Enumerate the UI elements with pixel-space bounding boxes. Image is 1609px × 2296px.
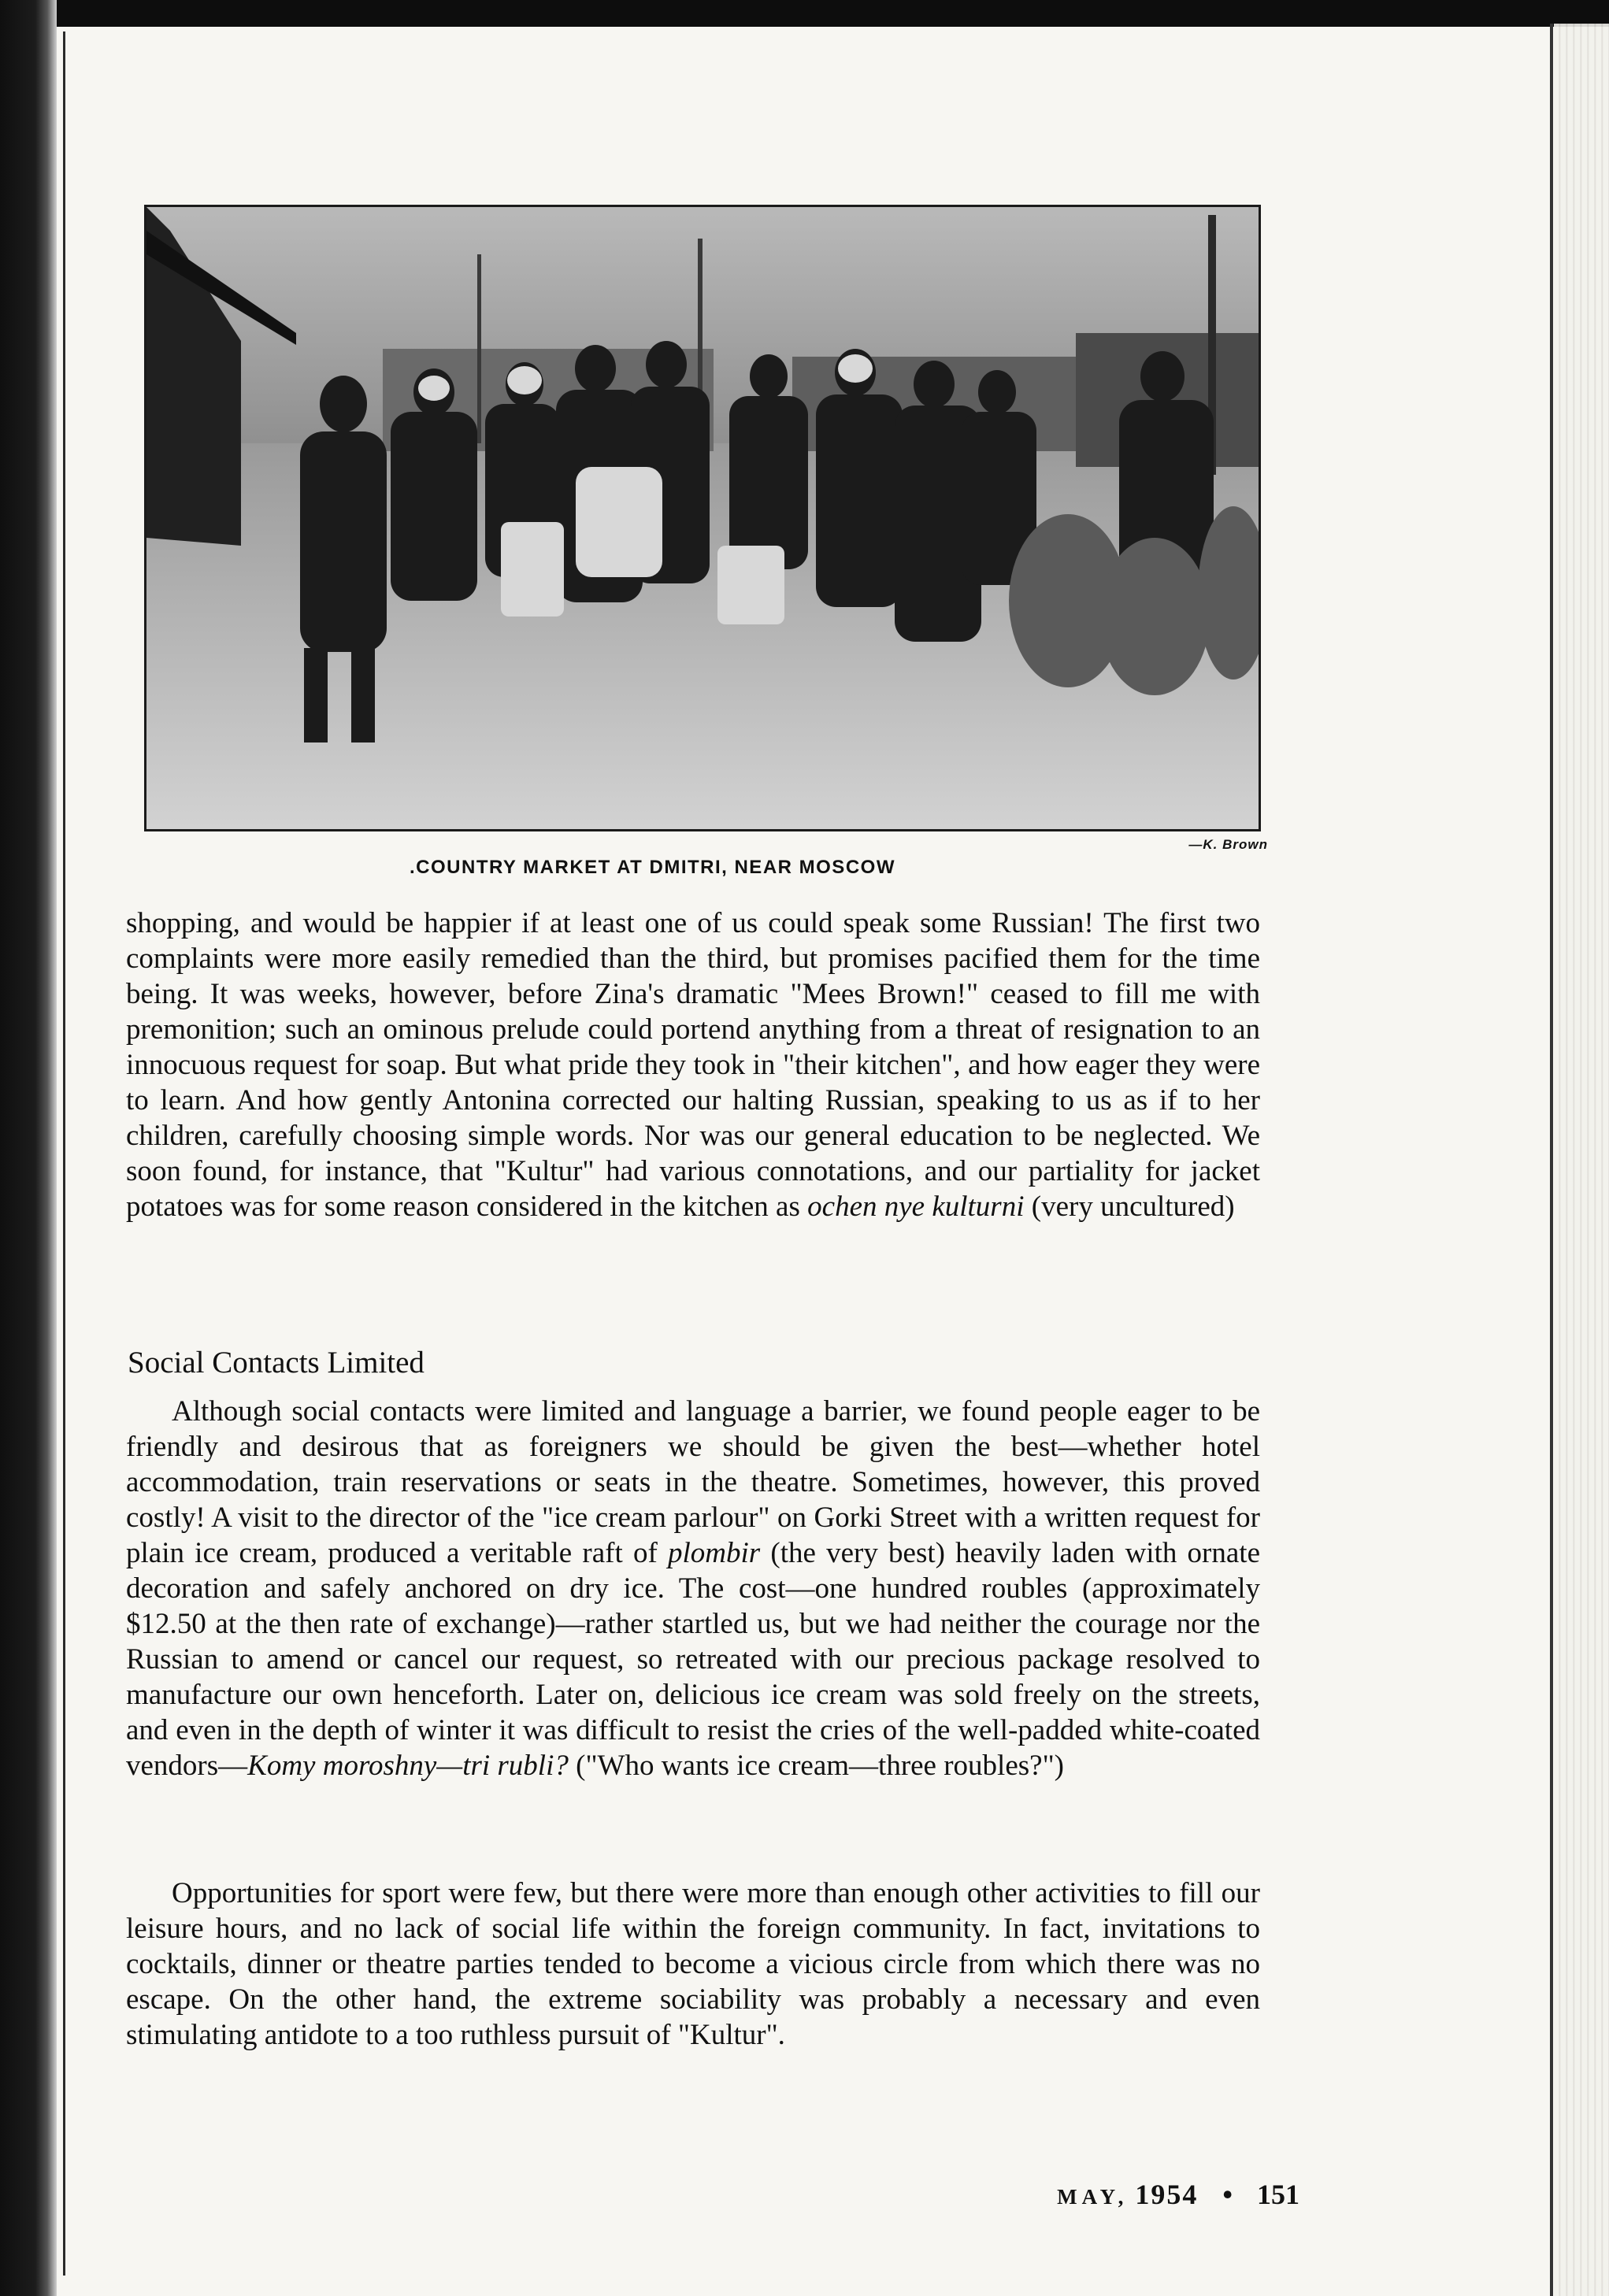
para1-italic: ochen nye kulturni bbox=[807, 1191, 1025, 1223]
folio-separator: • bbox=[1222, 2179, 1233, 2210]
scan-binding-shadow bbox=[0, 0, 57, 2296]
folio-month: MAY, bbox=[1057, 2185, 1129, 2209]
body-paragraph-1 bbox=[126, 905, 1260, 1224]
para2-italic-2: Komy moroshny—tri rubli? bbox=[247, 1750, 569, 1782]
body-paragraph-3 bbox=[126, 1876, 1260, 2053]
photo-credit: —K. Brown bbox=[1188, 837, 1268, 852]
para2-text-b: (the very best) heavily laden with ornate decoration and safely anchored on dry ice. The cost—one hundred roubles (approximately $12.50 at the then rate of exchange)—rather startled us, but we had neither the courage nor the Russian to amend or cancel our request, so retreated with our precious package resolved to manufacture our own henceforth. Later on, delicious ice cream was sold freely on the streets, and even in the depth of winter it was difficult to resist the cries of the well-padded white-coated vendors— bbox=[126, 1537, 1260, 1782]
scan-top-edge bbox=[0, 0, 1609, 27]
page-edge-stack bbox=[1554, 24, 1609, 2296]
body-paragraph-2 bbox=[126, 1394, 1260, 1783]
photo-illustration bbox=[146, 207, 1259, 829]
para2-text-c: ("Who wants ice cream—three roubles?") bbox=[568, 1750, 1065, 1782]
para3-text: Opportunities for sport were few, but there were more than enough other activities to fill our leisure hours, and no lack of social life within the foreign community. In fact, invitations to cocktails, dinner or theatre parties tended to become a vicious circle from which there was no escape. On the other hand, the extreme sociability was probably a necessary and even stimulating antidote to a too ruthless pursuit of "Kultur". bbox=[126, 1877, 1260, 2051]
section-heading: Social Contacts Limited bbox=[128, 1346, 424, 1379]
para2-italic-1: plombir bbox=[667, 1537, 761, 1569]
binding-rule bbox=[63, 31, 65, 2276]
photo-caption: .COUNTRY MARKET AT DMITRI, NEAR MOSCOW bbox=[410, 857, 895, 878]
para1-text: shopping, and would be happier if at least one of us could speak some Russian! The first two complaints were more easily remedied than the third, but promises pacified them for the time being. It was weeks, however, before Zina's dramatic "Mees Brown!" ceased to fill me with premonition; such an ominous prelude could portend anything from a threat of resignation to an innocuous request for soap. But what pride they took in "their kitchen", and how eager they were to learn. And how gently Antonina corrected our halting Russian, speaking to us as if to her children, carefully choosing simple words. Nor was our general education to be neglected. We soon found, for instance, that "Kultur" had various connotations, and our partiality for jacket potatoes was for some reason considered in the kitchen as bbox=[126, 907, 1260, 1223]
folio-year: 1954 bbox=[1135, 2179, 1199, 2210]
page-folio bbox=[984, 2178, 1299, 2211]
para2-text-a: Although social contacts were limited and language a barrier, we found people eager to be friendly and desirous that as foreigners we should be given the best—whether hotel accommodation, train reservations or seats in the theatre. Sometimes, however, this proved costly! A visit to the director of the "ice cream parlour" on Gorki Street with a written request for plain ice cream, produced a veritable raft of bbox=[126, 1395, 1260, 1569]
market-photograph bbox=[144, 205, 1261, 831]
right-page-edge bbox=[1550, 24, 1553, 2296]
para1-end: (very uncultured) bbox=[1024, 1191, 1235, 1223]
page-number: 151 bbox=[1257, 2179, 1299, 2210]
